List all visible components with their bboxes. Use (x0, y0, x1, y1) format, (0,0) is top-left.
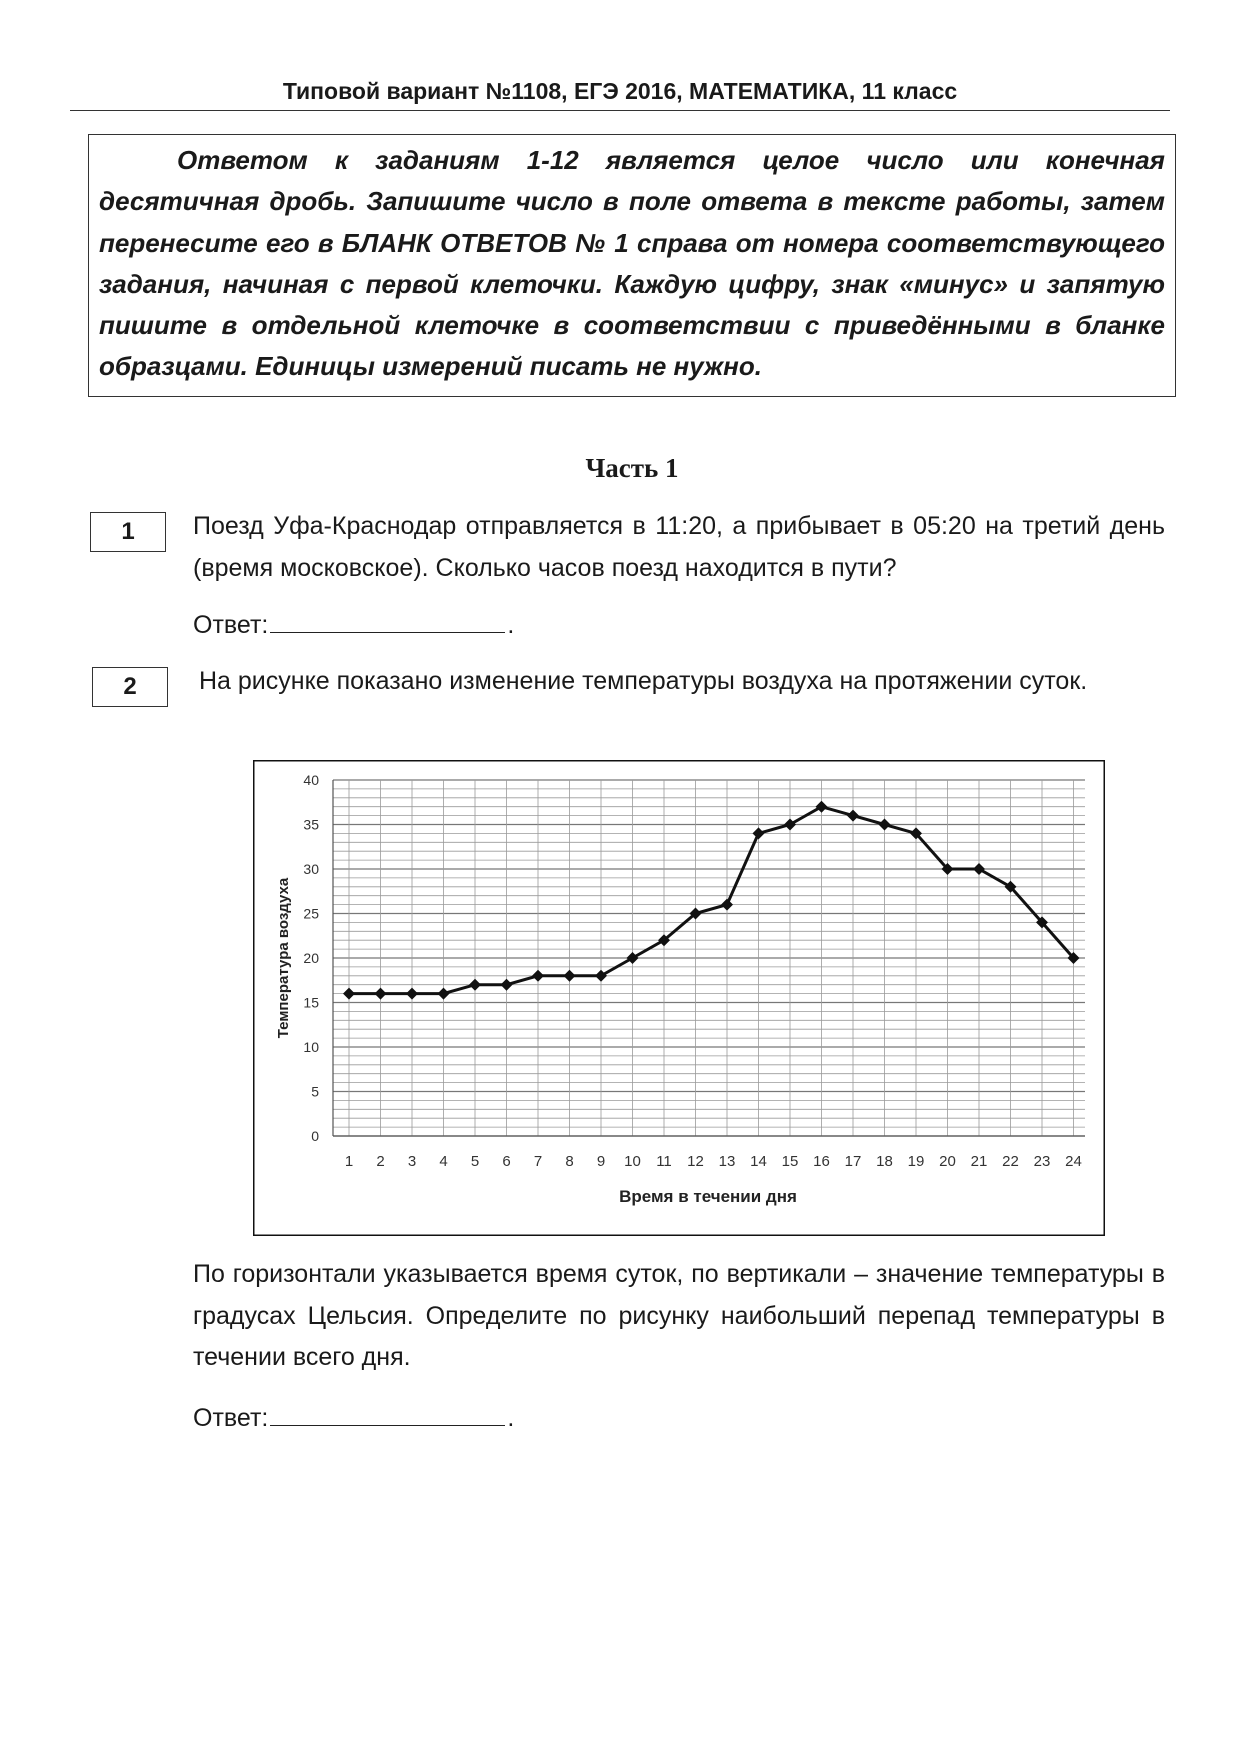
task-2-description: По горизонтали указывается время суток, по вертикали – значение температуры в градусах Цельсия. Определите по рисунку наибольший перепад температуры в течении всего дня. (193, 1260, 1165, 1371)
answer-field[interactable] (270, 1401, 505, 1426)
x-tick-label: 12 (687, 1153, 704, 1170)
task-2-text: На рисунке показано изменение температуры воздуха на протяжении суток. (199, 667, 1088, 695)
x-tick-label: 15 (781, 1153, 799, 1170)
x-tick-label: 8 (565, 1153, 574, 1170)
x-tick-label: 22 (1002, 1153, 1019, 1170)
temperature-chart (253, 760, 1105, 1236)
x-tick-label: 20 (939, 1153, 956, 1170)
y-tick-label: 10 (303, 1039, 319, 1055)
x-tick-label: 4 (439, 1153, 448, 1170)
task-1-text: Поезд Уфа-Краснодар отправляется в 11:20, а прибывает в 05:20 на третий день (время московское). Сколько часов поезд находится в пути? (193, 512, 1165, 582)
instructions-box: Ответом к заданиям 1-12 является целое число или конечная десятичная дробь. Запишите число в поле ответа в тексте работы, затем перенесите его в БЛАНК ОТВЕТОВ № 1 справа от номера соответствующего задания, начиная с первой клеточки. Каждую цифру, знак «минус» и запятую пишите в отдельной клеточке в соответствии с приведёнными в бланке образцами. Единицы измерений писать не нужно. (88, 134, 1176, 397)
answer-field[interactable] (270, 608, 505, 633)
task-1-answer (193, 608, 514, 640)
x-axis-title: Время в течении дня (619, 1187, 797, 1206)
answer-label: Ответ: (193, 611, 269, 639)
y-tick-label: 5 (311, 1083, 319, 1100)
task-number-2: 2 (92, 667, 168, 707)
x-tick-label: 21 (970, 1153, 988, 1170)
x-tick-label: 9 (596, 1153, 606, 1170)
y-tick-label: 0 (311, 1128, 319, 1144)
x-tick-label: 18 (876, 1153, 893, 1170)
x-tick-label: 7 (533, 1153, 543, 1170)
x-tick-label: 2 (376, 1153, 385, 1170)
x-tick-label: 10 (624, 1153, 641, 1170)
x-tick-label: 19 (907, 1153, 925, 1170)
x-tick-label: 3 (407, 1153, 417, 1170)
x-tick-label: 14 (750, 1153, 767, 1170)
x-tick-label: 24 (1065, 1153, 1082, 1170)
answer-end: . (507, 1404, 515, 1432)
x-tick-label: 1 (344, 1153, 354, 1170)
x-tick-label: 5 (470, 1153, 480, 1170)
task-2-answer (193, 1401, 514, 1433)
y-tick-label: 20 (303, 950, 319, 966)
y-axis-title: Температура воздуха (275, 877, 292, 1039)
task-number-1: 1 (90, 512, 166, 552)
header-divider (70, 110, 1170, 111)
y-tick-label: 35 (303, 816, 319, 833)
x-tick-label: 11 (656, 1153, 672, 1170)
answer-label: Ответ: (193, 1404, 269, 1432)
page-header: Типовой вариант №1108, ЕГЭ 2016, МАТЕМАТИКА, 11 класс (282, 78, 958, 104)
y-tick-label: 25 (303, 905, 319, 922)
answer-end: . (507, 611, 515, 639)
y-tick-label: 15 (303, 994, 319, 1011)
x-tick-label: 6 (502, 1153, 511, 1170)
y-tick-label: 40 (303, 772, 319, 788)
x-tick-label: 13 (718, 1153, 736, 1170)
part-title: Часть 1 (585, 453, 679, 483)
x-tick-label: 23 (1033, 1153, 1051, 1170)
chart-gridlines (333, 780, 1085, 1136)
x-tick-label: 16 (813, 1153, 830, 1170)
y-tick-label: 30 (303, 861, 319, 877)
x-tick-label: 17 (844, 1153, 862, 1170)
